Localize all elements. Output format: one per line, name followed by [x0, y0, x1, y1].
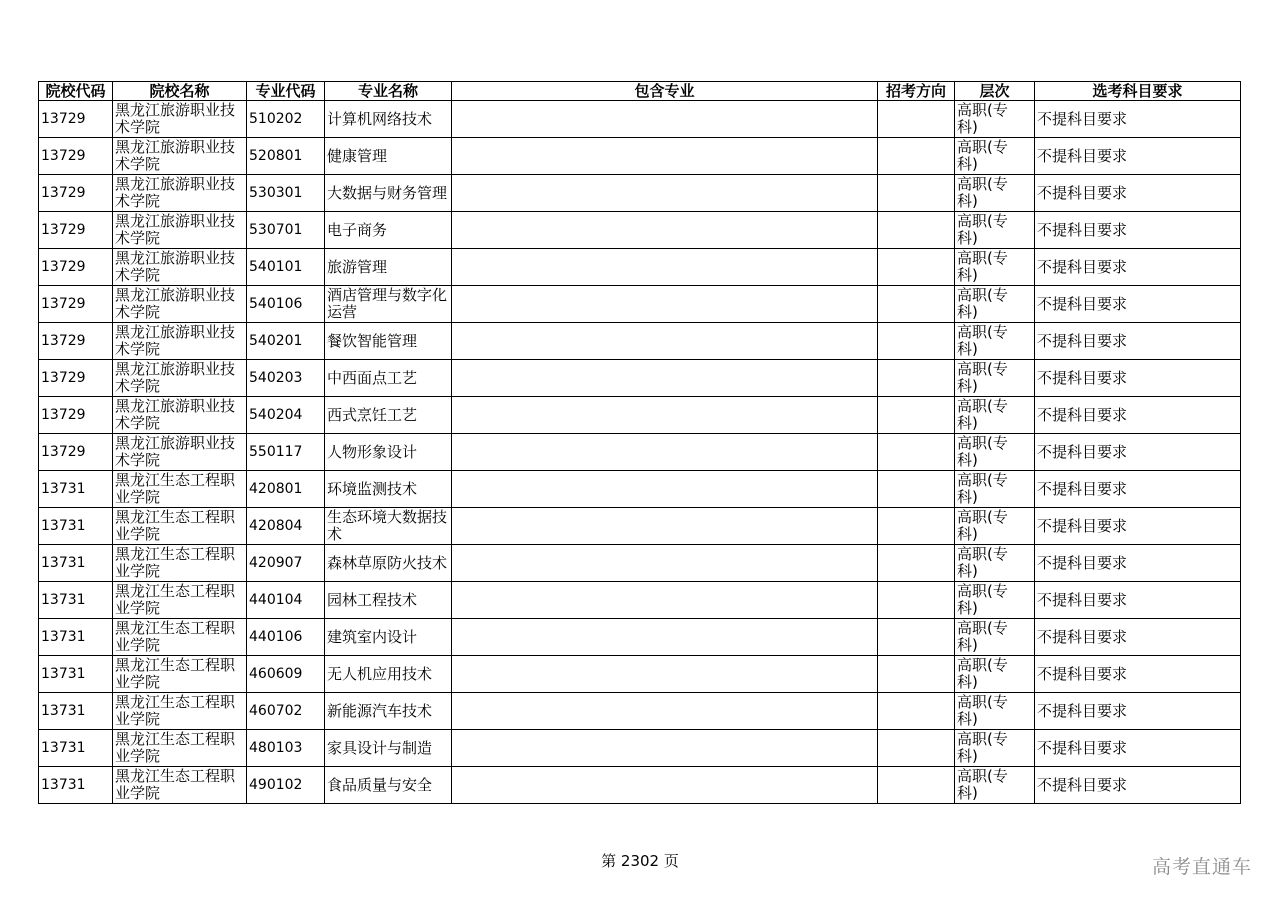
header-school-name: 院校名称 — [113, 82, 247, 101]
cell-level — [955, 397, 1035, 434]
level-text: 高职(专科) — [957, 508, 1008, 543]
level-text: 高职(专科) — [957, 730, 1008, 765]
cell-school-name: 黑龙江旅游职业技术学院 — [113, 286, 247, 323]
cell-major-code: 530701 — [247, 212, 325, 249]
cell-direction — [878, 693, 955, 730]
cell-school-name: 黑龙江旅游职业技术学院 — [113, 323, 247, 360]
cell-school-name: 黑龙江旅游职业技术学院 — [113, 397, 247, 434]
cell-major-code: 520801 — [247, 138, 325, 175]
table-row — [39, 656, 1241, 693]
cell-school-code: 13729 — [39, 175, 113, 212]
cell-major-name: 新能源汽车技术 — [325, 693, 452, 730]
page-number: 第 2302 页 — [601, 852, 679, 870]
cell-school-name: 黑龙江旅游职业技术学院 — [113, 138, 247, 175]
cell-included-majors — [452, 730, 878, 767]
cell-level — [955, 360, 1035, 397]
cell-direction — [878, 730, 955, 767]
cell-school-code: 13729 — [39, 101, 113, 138]
cell-school-name: 黑龙江旅游职业技术学院 — [113, 175, 247, 212]
cell-included-majors — [452, 434, 878, 471]
cell-school-code: 13731 — [39, 767, 113, 804]
cell-level — [955, 656, 1035, 693]
table-row — [39, 360, 1241, 397]
cell-included-majors — [452, 471, 878, 508]
cell-school-name: 黑龙江旅游职业技术学院 — [113, 249, 247, 286]
cell-major-name: 森林草原防火技术 — [325, 545, 452, 582]
cell-direction — [878, 545, 955, 582]
level-text: 高职(专科) — [957, 471, 1008, 506]
cell-major-name: 电子商务 — [325, 212, 452, 249]
cell-major-name: 餐饮智能管理 — [325, 323, 452, 360]
cell-included-majors — [452, 249, 878, 286]
watermark-logo: 高考直通车 — [1151, 856, 1252, 878]
cell-school-name: 黑龙江生态工程职业学院 — [113, 471, 247, 508]
cell-school-name: 黑龙江生态工程职业学院 — [113, 656, 247, 693]
cell-subject-requirement: 不提科目要求 — [1035, 212, 1241, 249]
cell-major-code: 540203 — [247, 360, 325, 397]
cell-included-majors — [452, 545, 878, 582]
cell-school-name: 黑龙江生态工程职业学院 — [113, 730, 247, 767]
table-row — [39, 138, 1241, 175]
cell-included-majors — [452, 582, 878, 619]
cell-major-name: 环境监测技术 — [325, 471, 452, 508]
cell-subject-requirement: 不提科目要求 — [1035, 656, 1241, 693]
table-row — [39, 212, 1241, 249]
cell-major-code: 540204 — [247, 397, 325, 434]
cell-subject-requirement: 不提科目要求 — [1035, 545, 1241, 582]
cell-included-majors — [452, 397, 878, 434]
cell-level — [955, 693, 1035, 730]
level-text: 高职(专科) — [957, 545, 1008, 580]
cell-major-code: 460609 — [247, 656, 325, 693]
cell-major-name: 旅游管理 — [325, 249, 452, 286]
header-subject-requirement: 选考科目要求 — [1035, 82, 1241, 101]
header-major-name: 专业名称 — [325, 82, 452, 101]
cell-level — [955, 323, 1035, 360]
cell-direction — [878, 212, 955, 249]
level-text: 高职(专科) — [957, 656, 1008, 691]
cell-direction — [878, 434, 955, 471]
cell-major-code: 510202 — [247, 101, 325, 138]
cell-major-code: 490102 — [247, 767, 325, 804]
cell-subject-requirement: 不提科目要求 — [1035, 101, 1241, 138]
cell-subject-requirement: 不提科目要求 — [1035, 175, 1241, 212]
table-row — [39, 582, 1241, 619]
cell-direction — [878, 767, 955, 804]
cell-subject-requirement: 不提科目要求 — [1035, 767, 1241, 804]
table-row — [39, 101, 1241, 138]
cell-major-code: 530301 — [247, 175, 325, 212]
cell-major-code: 440104 — [247, 582, 325, 619]
cell-major-code: 550117 — [247, 434, 325, 471]
table-row — [39, 286, 1241, 323]
table-header — [39, 82, 1241, 101]
cell-included-majors — [452, 101, 878, 138]
cell-included-majors — [452, 323, 878, 360]
cell-major-name: 园林工程技术 — [325, 582, 452, 619]
table-row — [39, 545, 1241, 582]
cell-major-code: 440106 — [247, 619, 325, 656]
level-text: 高职(专科) — [957, 323, 1008, 358]
cell-school-name: 黑龙江生态工程职业学院 — [113, 693, 247, 730]
cell-included-majors — [452, 693, 878, 730]
cell-level — [955, 286, 1035, 323]
cell-subject-requirement: 不提科目要求 — [1035, 508, 1241, 545]
cell-direction — [878, 286, 955, 323]
cell-subject-requirement: 不提科目要求 — [1035, 730, 1241, 767]
cell-school-name: 黑龙江生态工程职业学院 — [113, 619, 247, 656]
header-included-majors: 包含专业 — [452, 82, 878, 101]
cell-direction — [878, 249, 955, 286]
table-row — [39, 175, 1241, 212]
level-text: 高职(专科) — [957, 434, 1008, 469]
cell-direction — [878, 397, 955, 434]
cell-major-code: 460702 — [247, 693, 325, 730]
cell-subject-requirement: 不提科目要求 — [1035, 434, 1241, 471]
table-row — [39, 397, 1241, 434]
cell-direction — [878, 323, 955, 360]
table-row — [39, 508, 1241, 545]
table-row — [39, 693, 1241, 730]
cell-major-name: 食品质量与安全 — [325, 767, 452, 804]
cell-subject-requirement: 不提科目要求 — [1035, 138, 1241, 175]
cell-level — [955, 767, 1035, 804]
table-row — [39, 619, 1241, 656]
cell-school-code: 13731 — [39, 582, 113, 619]
level-text: 高职(专科) — [957, 286, 1008, 321]
table-body — [39, 101, 1241, 804]
cell-direction — [878, 582, 955, 619]
cell-direction — [878, 619, 955, 656]
cell-major-code: 480103 — [247, 730, 325, 767]
level-text: 高职(专科) — [957, 619, 1008, 654]
cell-major-name: 人物形象设计 — [325, 434, 452, 471]
cell-included-majors — [452, 360, 878, 397]
cell-school-code: 13731 — [39, 693, 113, 730]
cell-school-code: 13729 — [39, 249, 113, 286]
cell-major-code: 540201 — [247, 323, 325, 360]
table-row — [39, 249, 1241, 286]
cell-school-code: 13731 — [39, 471, 113, 508]
table-row — [39, 471, 1241, 508]
cell-school-name: 黑龙江旅游职业技术学院 — [113, 101, 247, 138]
header-row — [39, 82, 1241, 101]
level-text: 高职(专科) — [957, 582, 1008, 617]
cell-level — [955, 582, 1035, 619]
cell-included-majors — [452, 212, 878, 249]
cell-school-code: 13731 — [39, 545, 113, 582]
cell-included-majors — [452, 138, 878, 175]
cell-subject-requirement: 不提科目要求 — [1035, 360, 1241, 397]
cell-major-name: 建筑室内设计 — [325, 619, 452, 656]
cell-major-name: 健康管理 — [325, 138, 452, 175]
cell-level — [955, 619, 1035, 656]
cell-subject-requirement: 不提科目要求 — [1035, 249, 1241, 286]
header-direction: 招考方向 — [878, 82, 955, 101]
cell-school-code: 13729 — [39, 360, 113, 397]
cell-direction — [878, 360, 955, 397]
cell-school-code: 13729 — [39, 212, 113, 249]
cell-major-name: 中西面点工艺 — [325, 360, 452, 397]
level-text: 高职(专科) — [957, 138, 1008, 173]
admissions-table — [38, 81, 1241, 804]
level-text: 高职(专科) — [957, 249, 1008, 284]
cell-school-code: 13729 — [39, 434, 113, 471]
cell-included-majors — [452, 619, 878, 656]
cell-subject-requirement: 不提科目要求 — [1035, 286, 1241, 323]
table-row — [39, 730, 1241, 767]
cell-major-name: 家具设计与制造 — [325, 730, 452, 767]
level-text: 高职(专科) — [957, 397, 1008, 432]
table-row — [39, 434, 1241, 471]
cell-subject-requirement: 不提科目要求 — [1035, 619, 1241, 656]
cell-included-majors — [452, 767, 878, 804]
cell-included-majors — [452, 508, 878, 545]
cell-major-code: 540106 — [247, 286, 325, 323]
cell-level — [955, 730, 1035, 767]
level-text: 高职(专科) — [957, 360, 1008, 395]
cell-major-name: 无人机应用技术 — [325, 656, 452, 693]
cell-school-name: 黑龙江旅游职业技术学院 — [113, 434, 247, 471]
cell-school-code: 13729 — [39, 286, 113, 323]
cell-school-code: 13729 — [39, 323, 113, 360]
cell-major-name: 计算机网络技术 — [325, 101, 452, 138]
header-major-code: 专业代码 — [247, 82, 325, 101]
cell-major-name: 生态环境大数据技术 — [325, 508, 452, 545]
cell-subject-requirement: 不提科目要求 — [1035, 397, 1241, 434]
cell-level — [955, 101, 1035, 138]
cell-school-name: 黑龙江旅游职业技术学院 — [113, 212, 247, 249]
cell-direction — [878, 101, 955, 138]
cell-included-majors — [452, 656, 878, 693]
cell-school-name: 黑龙江旅游职业技术学院 — [113, 360, 247, 397]
cell-level — [955, 545, 1035, 582]
cell-major-code: 420907 — [247, 545, 325, 582]
cell-level — [955, 212, 1035, 249]
cell-direction — [878, 471, 955, 508]
cell-school-name: 黑龙江生态工程职业学院 — [113, 582, 247, 619]
cell-school-name: 黑龙江生态工程职业学院 — [113, 508, 247, 545]
cell-major-code: 420801 — [247, 471, 325, 508]
cell-school-code: 13731 — [39, 656, 113, 693]
cell-major-name: 酒店管理与数字化运营 — [325, 286, 452, 323]
level-text: 高职(专科) — [957, 175, 1008, 210]
cell-included-majors — [452, 286, 878, 323]
cell-subject-requirement: 不提科目要求 — [1035, 582, 1241, 619]
cell-subject-requirement: 不提科目要求 — [1035, 471, 1241, 508]
cell-subject-requirement: 不提科目要求 — [1035, 693, 1241, 730]
level-text: 高职(专科) — [957, 767, 1008, 802]
cell-school-name: 黑龙江生态工程职业学院 — [113, 545, 247, 582]
level-text: 高职(专科) — [957, 212, 1008, 247]
cell-major-code: 420804 — [247, 508, 325, 545]
cell-level — [955, 471, 1035, 508]
cell-school-code: 13731 — [39, 508, 113, 545]
cell-direction — [878, 656, 955, 693]
table-row — [39, 323, 1241, 360]
cell-major-name: 大数据与财务管理 — [325, 175, 452, 212]
cell-level — [955, 138, 1035, 175]
cell-school-code: 13731 — [39, 730, 113, 767]
cell-direction — [878, 508, 955, 545]
level-text: 高职(专科) — [957, 693, 1008, 728]
cell-included-majors — [452, 175, 878, 212]
cell-level — [955, 175, 1035, 212]
cell-school-code: 13731 — [39, 619, 113, 656]
cell-major-name: 西式烹饪工艺 — [325, 397, 452, 434]
cell-major-code: 540101 — [247, 249, 325, 286]
cell-level — [955, 434, 1035, 471]
header-level: 层次 — [955, 82, 1035, 101]
cell-school-name: 黑龙江生态工程职业学院 — [113, 767, 247, 804]
table-row — [39, 767, 1241, 804]
cell-level — [955, 249, 1035, 286]
cell-direction — [878, 138, 955, 175]
cell-subject-requirement: 不提科目要求 — [1035, 323, 1241, 360]
cell-level — [955, 508, 1035, 545]
level-text: 高职(专科) — [957, 101, 1008, 136]
header-school-code: 院校代码 — [39, 82, 113, 101]
cell-school-code: 13729 — [39, 138, 113, 175]
cell-school-code: 13729 — [39, 397, 113, 434]
cell-direction — [878, 175, 955, 212]
